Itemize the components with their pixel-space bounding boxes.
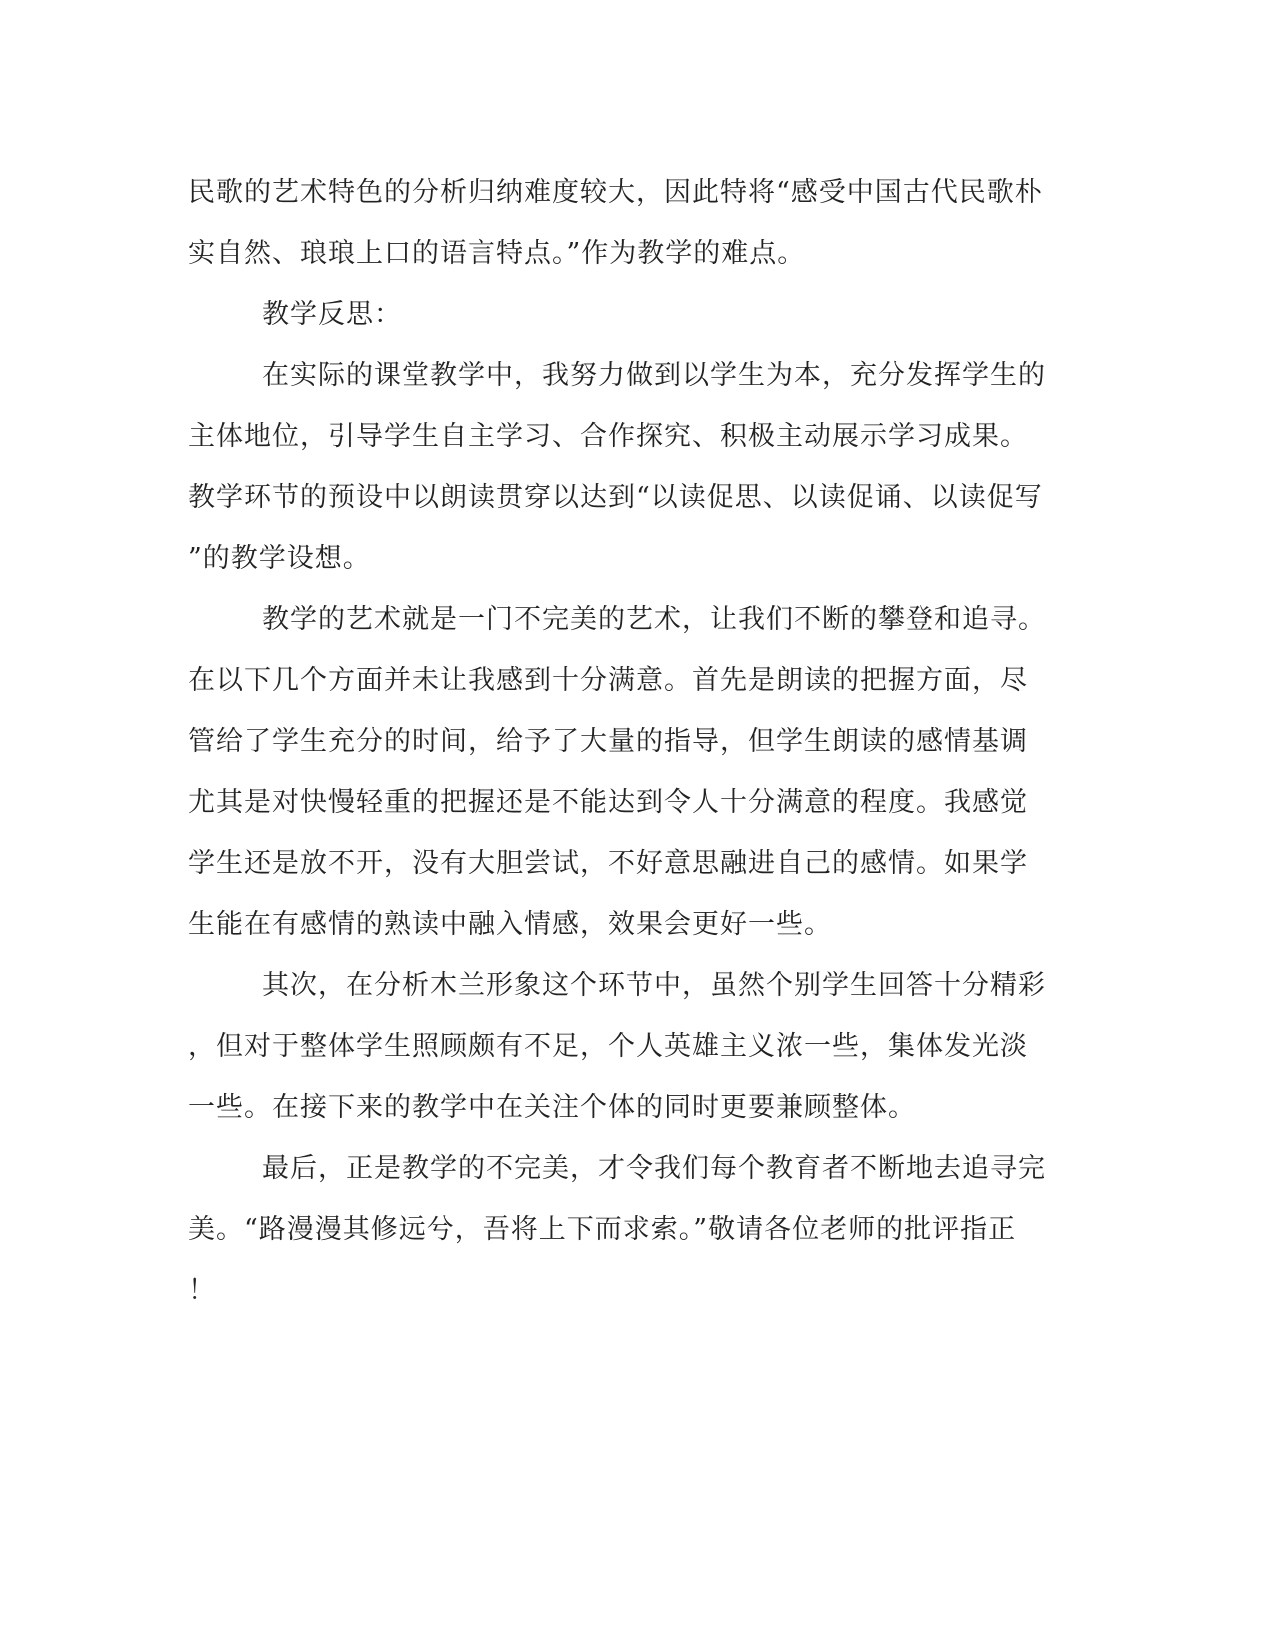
text-line: 一些。在接下来的教学中在关注个体的同时更要兼顾整体。 xyxy=(188,1092,916,1123)
section-heading: 教学反思： xyxy=(262,299,402,330)
text-line: ，但对于整体学生照顾颇有不足，个人英雄主义浓一些，集体发光淡 xyxy=(188,1031,1028,1062)
text-line: 在以下几个方面并未让我感到十分满意。首先是朗读的把握方面，尽 xyxy=(188,665,1028,696)
text-line: 尤其是对快慢轻重的把握还是不能达到令人十分满意的程度。我感觉 xyxy=(188,787,1028,818)
body-text xyxy=(188,162,1068,1321)
text-line: 管给了学生充分的时间，给予了大量的指导，但学生朗读的感情基调 xyxy=(188,726,1028,757)
text-line: 民歌的艺术特色的分析归纳难度较大，因此特将“感受中国古代民歌朴 xyxy=(188,177,1043,208)
text-line: 学生还是放不开，没有大胆尝试，不好意思融进自己的感情。如果学 xyxy=(188,848,1028,879)
text-line: 主体地位，引导学生自主学习、合作探究、积极主动展示学习成果。 xyxy=(188,421,1028,452)
text-line: 其次，在分析木兰形象这个环节中，虽然个别学生回答十分精彩 xyxy=(262,970,1046,1001)
text-line: 教学的艺术就是一门不完美的艺术，让我们不断的攀登和追寻。 xyxy=(262,604,1046,635)
text-line: 美。“路漫漫其修远兮，吾将上下而求索。”敬请各位老师的批评指正 xyxy=(188,1214,1017,1245)
text-line: 在实际的课堂教学中，我努力做到以学生为本，充分发挥学生的 xyxy=(262,360,1046,391)
text-line: 最后，正是教学的不完美，才令我们每个教育者不断地去追寻完 xyxy=(262,1153,1046,1184)
text-line: 教学环节的预设中以朗读贯穿以达到“以读促思、以读促诵、以读促写 xyxy=(188,482,1043,513)
text-line: 实自然、琅琅上口的语言特点。”作为教学的难点。 xyxy=(188,238,806,269)
text-line: ”的教学设想。 xyxy=(188,543,371,574)
text-line: ！ xyxy=(188,1275,216,1306)
text-line: 生能在有感情的熟读中融入情感，效果会更好一些。 xyxy=(188,909,832,940)
